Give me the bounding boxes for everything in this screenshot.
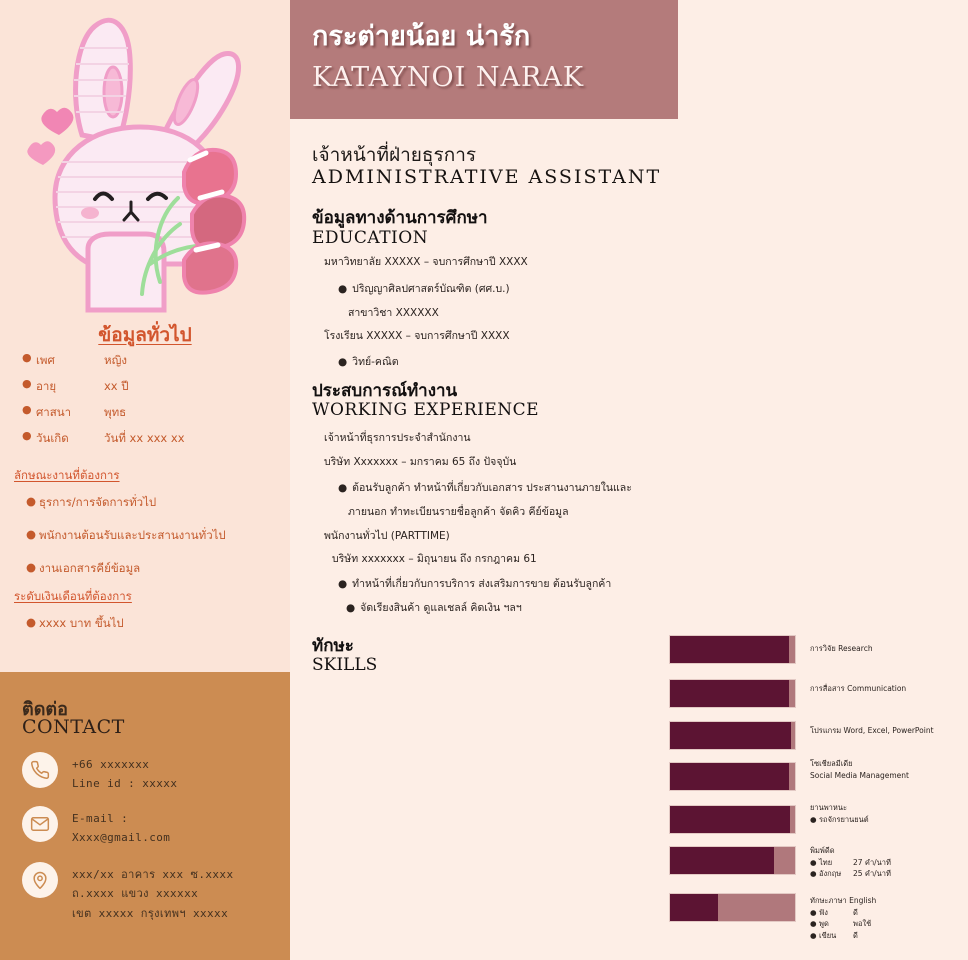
skill-label-main: พิมพ์ดีด xyxy=(810,846,835,855)
skill-detail-level: ดี xyxy=(853,907,858,917)
general-info-row xyxy=(22,430,277,448)
skill-label-sub: Social Media Management xyxy=(810,770,909,780)
general-info-row xyxy=(22,404,277,422)
skill-detail-name: พูด xyxy=(819,919,829,929)
skill-label xyxy=(810,845,968,880)
candidate-name-en: KATAYNOI NARAK xyxy=(312,62,584,93)
skill-detail-name: ฟัง xyxy=(819,907,828,917)
skill-bar xyxy=(669,635,796,664)
contact-email xyxy=(22,806,170,848)
experience-entry: บริษัท Xxxxxxx – มกราคม 65 ถึง ปัจจุบัน xyxy=(324,456,517,468)
address-line: เขต xxxxx กรุงเทพฯ xxxxx xyxy=(72,906,229,920)
skill-label xyxy=(810,758,968,781)
address-line: ถ.xxxx แขวง xxxxxx xyxy=(72,887,199,901)
experience-entry: พนักงานทั่วไป (PARTTIME) xyxy=(324,530,450,542)
bullet-icon: ● xyxy=(22,351,32,364)
experience-title-th: ประสบการณ์ทำงาน xyxy=(312,381,458,401)
contact-email-lines xyxy=(72,806,170,848)
skill-bar-fill xyxy=(670,680,789,707)
experience-entry xyxy=(346,602,522,616)
job-title-th: เจ้าหน้าที่ฝ่ายธุรการ xyxy=(312,144,477,166)
bullet-icon: ● xyxy=(810,869,817,879)
main-content xyxy=(290,0,934,960)
bullet-icon: ● xyxy=(26,560,37,574)
job-type-label: ธุรการ/การจัดการทั่วไป xyxy=(39,495,157,509)
skill-detail-name: รถจักรยานยนต์ xyxy=(819,814,869,824)
bullet-icon: ● xyxy=(26,527,37,541)
skill-label-main: โปรแกรม Word, Excel, PowerPoint xyxy=(810,726,934,735)
line-id: Line id : xxxxx xyxy=(72,777,178,791)
salary-item xyxy=(26,615,124,633)
bullet-icon: ● xyxy=(810,857,817,867)
experience-entry-text: ต้อนรับลูกค้า ทำหน้าที่เกี่ยวกับเอกสาร ประสานงานภายในและ xyxy=(352,482,632,494)
bullet-icon: ● xyxy=(810,907,817,917)
bullet-icon: ● xyxy=(810,930,817,940)
general-info-key: วันเกิด xyxy=(36,431,69,445)
skills-title-en: SKILLS xyxy=(312,655,378,675)
skill-label xyxy=(810,643,968,655)
skill-label xyxy=(810,802,968,825)
job-type-item xyxy=(26,494,156,512)
skill-detail xyxy=(810,814,968,826)
general-info-list xyxy=(22,352,277,456)
education-entry xyxy=(338,283,510,297)
skill-detail xyxy=(810,918,968,930)
contact-address-lines xyxy=(72,862,233,923)
job-title-en: ADMINISTRATIVE ASSISTANT xyxy=(312,166,662,188)
experience-entry: ภายนอก ทำทะเบียนรายชื่อลูกค้า จัดคิว คีย์ข้อมูล xyxy=(348,506,569,518)
skill-bar-fill xyxy=(670,894,718,921)
phone-number: +66 xxxxxxx xyxy=(72,758,150,771)
email-label: E-mail : xyxy=(72,812,129,825)
education-entry: สาขาวิชา XXXXXX xyxy=(348,307,439,319)
experience-entry xyxy=(338,578,611,592)
skills-title-th: ทักษะ xyxy=(312,636,354,656)
skill-detail xyxy=(810,907,968,919)
address-line: xxx/xx อาคาร xxx ซ.xxxx xyxy=(72,868,234,881)
salary-heading: ระดับเงินเดือนที่ต้องการ xyxy=(14,589,132,603)
skill-detail-level: 27 คำ/นาที xyxy=(853,857,891,867)
skill-label xyxy=(810,725,968,737)
bullet-icon: ● xyxy=(810,919,817,929)
education-title-th: ข้อมูลทางด้านการศึกษา xyxy=(312,208,488,228)
skill-label-main: การวิจัย Research xyxy=(810,644,873,653)
general-info-value: วันที่ xx xxx xx xyxy=(104,431,185,445)
bullet-icon: ● xyxy=(338,482,348,494)
location-pin-icon xyxy=(22,862,58,898)
general-info-value: xx ปี xyxy=(104,379,129,393)
skill-bar-fill xyxy=(670,847,774,874)
education-entry xyxy=(338,356,399,370)
bullet-icon: ● xyxy=(338,356,348,368)
bullet-icon: ● xyxy=(346,602,356,614)
skill-detail-level: ดี xyxy=(853,930,858,940)
skill-bar xyxy=(669,893,796,922)
phone-icon xyxy=(22,752,58,788)
general-info-key: อายุ xyxy=(36,379,57,393)
job-type-label: พนักงานต้อนรับและประสานงานทั่วไป xyxy=(39,528,226,542)
skill-detail xyxy=(810,930,968,942)
job-type-label: งานเอกสารคีย์ข้อมูล xyxy=(39,561,141,575)
job-type-heading: ลักษณะงานที่ต้องการ xyxy=(14,468,120,482)
skill-bar-fill xyxy=(670,763,789,790)
skill-bar xyxy=(669,846,796,875)
contact-phone-lines xyxy=(72,752,177,794)
skill-detail xyxy=(810,868,968,880)
skill-label-main: โซเชียลมีเดีย xyxy=(810,759,853,768)
contact-title-th: ติดต่อ xyxy=(22,699,68,720)
general-info-row xyxy=(22,352,277,370)
experience-entry-text: ทำหน้าที่เกี่ยวกับการบริการ ส่งเสริมการขาย ต้อนรับลูกค้า xyxy=(352,578,612,590)
skill-label-main: ยานพาหนะ xyxy=(810,803,847,812)
skill-detail-name: ไทย xyxy=(819,857,833,867)
experience-title-en: WORKING EXPERIENCE xyxy=(312,400,540,420)
experience-entry: บริษัท xxxxxxx – มิถุนายน ถึง กรกฎาคม 61 xyxy=(332,553,537,565)
contact-title-en: CONTACT xyxy=(22,716,125,738)
contact-address xyxy=(22,862,233,923)
contact-phone xyxy=(22,752,177,794)
skill-label xyxy=(810,895,968,942)
skill-detail-name: เขียน xyxy=(819,930,837,940)
bullet-icon: ● xyxy=(22,403,32,416)
skill-bar xyxy=(669,762,796,791)
experience-entry: เจ้าหน้าที่ธุรการประจำสำนักงาน xyxy=(324,432,471,444)
skill-bar-fill xyxy=(670,722,791,749)
candidate-name-th: กระต่ายน้อย น่ารัก xyxy=(312,21,531,52)
job-type-item xyxy=(26,527,226,545)
education-entry: มหาวิทยาลัย XXXXX – จบการศึกษาปี XXXX xyxy=(324,256,528,268)
skill-detail-level: 25 คำ/นาที xyxy=(853,869,891,879)
general-info-row xyxy=(22,378,277,396)
skill-detail-level: พอใช้ xyxy=(853,919,872,929)
job-type-item xyxy=(26,560,140,578)
skill-detail-name: อังกฤษ xyxy=(819,869,842,879)
skill-label-main: การสื่อสาร Communication xyxy=(810,684,907,693)
pink-rabbit-with-flowers-icon xyxy=(0,2,290,312)
general-info-key: ศาสนา xyxy=(36,405,72,419)
left-sidebar xyxy=(0,0,290,960)
education-entry-text: ปริญญาศิลปศาสตร์บัณฑิต (ศศ.บ.) xyxy=(352,283,510,295)
skill-label-main: ทักษะภาษา English xyxy=(810,896,877,905)
bullet-icon: ● xyxy=(26,615,37,629)
bullet-icon: ● xyxy=(338,578,348,590)
bullet-icon: ● xyxy=(22,377,32,390)
skill-bar-fill xyxy=(670,806,790,833)
skill-bar xyxy=(669,721,796,750)
education-entry: โรงเรียน XXXXX – จบการศึกษาปี XXXX xyxy=(324,330,510,342)
skill-label xyxy=(810,683,968,695)
bullet-icon: ● xyxy=(810,814,817,824)
general-info-value: หญิง xyxy=(104,353,127,367)
general-info-title: ข้อมูลทั่วไป xyxy=(98,324,192,346)
bullet-icon: ● xyxy=(338,283,348,295)
education-entry-text: วิทย์-คณิต xyxy=(352,356,399,368)
skill-bar xyxy=(669,805,796,834)
education-title-en: EDUCATION xyxy=(312,228,429,248)
bullet-icon: ● xyxy=(26,494,37,508)
envelope-icon xyxy=(22,806,58,842)
bullet-icon: ● xyxy=(22,429,32,442)
experience-entry xyxy=(338,482,632,496)
general-info-key: เพศ xyxy=(36,353,55,367)
skill-bar-fill xyxy=(670,636,789,663)
email-address: Xxxx@gmail.com xyxy=(72,831,171,845)
skill-bar xyxy=(669,679,796,708)
salary-label: xxxx บาท ขึ้นไป xyxy=(39,616,124,630)
skill-detail xyxy=(810,857,968,869)
experience-entry-text: จัดเรียงสินค้า ดูแลเชลล์ คิดเงิน ฯลฯ xyxy=(360,602,522,614)
general-info-value: พุทธ xyxy=(104,405,127,419)
